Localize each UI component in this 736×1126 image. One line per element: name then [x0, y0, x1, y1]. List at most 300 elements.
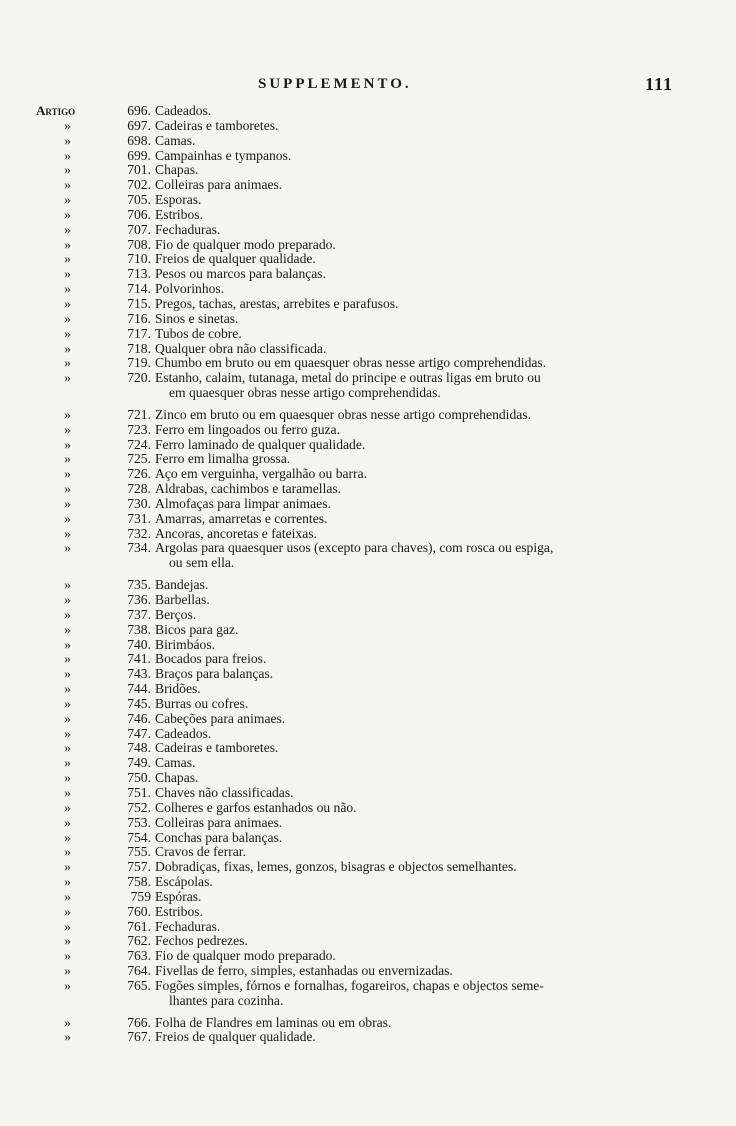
article-description	[151, 875, 716, 890]
article-description-line: Bicos para gaz.	[155, 621, 239, 637]
ditto-mark: »	[64, 436, 71, 452]
ditto-mark: »	[64, 577, 71, 593]
article-number: 748.	[127, 740, 151, 756]
article-entry	[36, 1016, 716, 1031]
ditto-mark: »	[64, 325, 71, 341]
article-description-line: Fogões simples, fórnos e fornalhas, fogareiros, chapas e objectos seme-	[155, 977, 544, 993]
article-description-line: Esporas.	[155, 192, 202, 208]
article-number: 725.	[127, 451, 151, 467]
ditto-mark: »	[64, 495, 71, 511]
article-number: 718.	[127, 340, 151, 356]
article-description-line: Tubos de cobre.	[155, 325, 242, 341]
article-number: 728.	[127, 481, 151, 497]
ditto-mark: »	[64, 695, 71, 711]
article-description-line: Burras ou cofres.	[155, 695, 249, 711]
ditto-mark: »	[64, 221, 71, 237]
article-number: 763.	[127, 948, 151, 964]
ditto-mark: »	[64, 725, 71, 741]
article-number: 721.	[127, 406, 151, 422]
article-description-line: Campainhas e tympanos.	[155, 147, 292, 163]
article-entry	[36, 193, 716, 208]
ditto-mark: »	[64, 948, 71, 964]
article-number: 736.	[127, 592, 151, 607]
article-description	[151, 786, 716, 801]
article-entry	[36, 890, 716, 905]
article-number: 698.	[127, 132, 151, 148]
article-entry	[36, 831, 716, 846]
article-description-line: Berços.	[155, 606, 197, 622]
article-description-line: Freios de qualquer qualidade.	[155, 1029, 316, 1045]
article-number: 753.	[127, 814, 151, 830]
article-description-line: Ferro laminado de qualquer qualidade.	[155, 436, 366, 452]
ditto-mark: »	[64, 918, 71, 934]
article-description	[151, 423, 716, 438]
article-number: 755.	[127, 844, 151, 860]
article-entry	[36, 816, 716, 831]
article-number: 749.	[127, 755, 151, 771]
ditto-mark: »	[64, 370, 71, 386]
article-entry	[36, 652, 716, 667]
article-description	[151, 438, 716, 453]
article-number: 743.	[127, 666, 151, 682]
article-entry	[36, 801, 716, 816]
article-entry	[36, 712, 716, 727]
article-entry	[36, 608, 716, 623]
article-entry	[36, 949, 716, 964]
ditto-mark: »	[64, 1014, 71, 1030]
article-description	[151, 238, 716, 253]
ditto-mark: »	[64, 295, 71, 311]
article-entry	[36, 134, 716, 149]
article-description-line: Almofaças para limpar animaes.	[155, 495, 331, 511]
article-entry	[36, 964, 716, 979]
article-entry	[36, 771, 716, 786]
article-entry	[36, 342, 716, 357]
article-number: 705.	[127, 192, 151, 208]
article-entry	[36, 934, 716, 949]
article-description-line: Braços para balanças.	[155, 666, 274, 682]
article-number: 735.	[127, 577, 151, 593]
article-description-line: Fechaduras.	[155, 918, 221, 934]
article-number: 702.	[127, 177, 151, 193]
article-description-line: Chaves não classificadas.	[155, 784, 294, 800]
article-entry	[36, 163, 716, 178]
article-description	[151, 252, 716, 267]
article-description-line: Camas.	[155, 755, 196, 771]
article-description	[151, 860, 716, 875]
article-number: 747.	[127, 725, 151, 741]
article-description	[151, 638, 716, 653]
article-description-line: Cabeções para animaes.	[155, 710, 286, 726]
article-number: 716.	[127, 310, 151, 326]
article-entry	[36, 467, 716, 482]
ditto-mark: »	[64, 192, 71, 208]
article-description-line: Colleiras para animaes.	[155, 814, 283, 830]
article-description-line: Cadeiras e tamboretes.	[155, 117, 279, 133]
article-description-line: Estribos.	[155, 206, 203, 222]
article-number: 757.	[127, 859, 151, 875]
article-description	[151, 178, 716, 193]
article-entry	[36, 312, 716, 327]
article-number: 732.	[127, 525, 151, 541]
article-description-line: Zinco em bruto ou em quaesquer obras nesse artigo comprehendidas.	[155, 406, 531, 422]
page-header	[0, 76, 736, 98]
article-description-line: Bandejas.	[155, 577, 209, 593]
ditto-mark: »	[64, 1029, 71, 1045]
article-description-line: Chapas.	[155, 770, 199, 786]
article-description-line: Ferro em lingoados ou ferro guza.	[155, 421, 340, 437]
article-description	[151, 712, 716, 727]
article-number: 707.	[127, 221, 151, 237]
article-description	[151, 623, 716, 638]
article-entry	[36, 223, 716, 238]
article-description-line: Colheres e garfos estanhados ou não.	[155, 799, 357, 815]
ditto-mark: »	[64, 963, 71, 979]
article-entry	[36, 512, 716, 527]
ditto-mark: »	[64, 510, 71, 526]
article-description	[151, 845, 716, 860]
ditto-mark: »	[64, 933, 71, 949]
article-number: 741.	[127, 651, 151, 667]
article-description-line: Argolas para quaesquer usos (excepto para chaves), com rosca ou espiga,	[155, 540, 554, 556]
ditto-mark: »	[64, 206, 71, 222]
article-description	[151, 119, 716, 134]
article-entry	[36, 408, 716, 423]
article-description	[151, 452, 716, 467]
article-description	[151, 682, 716, 697]
ditto-mark: »	[64, 770, 71, 786]
article-description-line: Fivellas de ferro, simples, estanhadas ou envernizadas.	[155, 963, 453, 979]
ditto-mark: »	[64, 829, 71, 845]
article-description-line: Freios de qualquer qualidade.	[155, 251, 316, 267]
article-description-continuation: em quaesquer obras nesse artigo comprehendidas.	[169, 385, 441, 401]
ditto-mark: »	[64, 251, 71, 267]
ditto-mark: »	[64, 540, 71, 556]
article-description	[151, 593, 716, 608]
article-number: 697.	[127, 117, 151, 133]
ditto-mark: »	[64, 592, 71, 607]
article-entry	[36, 527, 716, 542]
article-number: 720.	[127, 370, 151, 386]
article-description	[151, 979, 716, 1009]
article-number: 710.	[127, 251, 151, 267]
article-entry	[36, 267, 716, 282]
article-description	[151, 104, 716, 119]
article-description-line: Cadeados.	[155, 103, 212, 118]
ditto-mark: »	[64, 466, 71, 482]
article-description-line: Bridões.	[155, 681, 201, 697]
article-entry	[36, 593, 716, 608]
article-description-line: Cravos de ferrar.	[155, 844, 246, 860]
article-number: 759	[130, 888, 151, 904]
article-entry	[36, 104, 716, 119]
article-number: 738.	[127, 621, 151, 637]
article-entry	[36, 756, 716, 771]
ditto-mark: »	[64, 755, 71, 771]
ditto-mark: »	[64, 799, 71, 815]
article-description-line: Estanho, calaim, tutanaga, metal do principe e outras ligas em bruto ou	[155, 370, 541, 386]
article-description	[151, 816, 716, 831]
article-entry	[36, 697, 716, 712]
article-description-line: Pesos ou marcos para balanças.	[155, 266, 326, 282]
article-list	[36, 104, 716, 1045]
article-description	[151, 608, 716, 623]
article-description	[151, 527, 716, 542]
article-number: 724.	[127, 436, 151, 452]
ditto-mark: »	[64, 525, 71, 541]
article-description	[151, 327, 716, 342]
article-description-line: Conchas para balanças.	[155, 829, 283, 845]
article-number: 719.	[127, 355, 151, 371]
article-description-line: Polvorinhos.	[155, 281, 225, 297]
article-entry	[36, 979, 716, 1009]
article-description-line: Aldrabas, cachimbos e taramellas.	[155, 481, 342, 497]
article-number: 754.	[127, 829, 151, 845]
article-description-line: Birimbáos.	[155, 636, 216, 652]
article-description-line: Dobradiças, fixas, lemes, gonzos, bisagras e objectos semelhantes.	[155, 859, 517, 875]
article-entry	[36, 356, 716, 371]
ditto-mark: »	[64, 421, 71, 437]
ditto-mark: »	[64, 784, 71, 800]
article-description-line: Qualquer obra não classificada.	[155, 340, 327, 356]
article-number: 715.	[127, 295, 151, 311]
ditto-mark: »	[64, 266, 71, 282]
article-description-continuation: ou sem ella.	[169, 555, 235, 571]
ditto-mark: »	[64, 132, 71, 148]
article-description	[151, 408, 716, 423]
article-entry	[36, 920, 716, 935]
article-number: 740.	[127, 636, 151, 652]
article-description	[151, 149, 716, 164]
article-description	[151, 890, 716, 905]
article-description	[151, 934, 716, 949]
ditto-mark: »	[64, 874, 71, 890]
ditto-mark: »	[64, 236, 71, 252]
article-number: 706.	[127, 206, 151, 222]
article-number: 767.	[127, 1029, 151, 1045]
article-number: 717.	[127, 325, 151, 341]
ditto-mark: »	[64, 355, 71, 371]
artigo-label: Artigo	[36, 103, 76, 118]
article-number: 713.	[127, 266, 151, 282]
article-description-line: Cadeados.	[155, 725, 212, 741]
article-description-line: Cadeiras e tamboretes.	[155, 740, 279, 756]
article-entry	[36, 371, 716, 401]
page-title: SUPPLEMENTO.	[258, 76, 412, 92]
article-number: 758.	[127, 874, 151, 890]
article-number: 762.	[127, 933, 151, 949]
article-number: 699.	[127, 147, 151, 163]
article-entry	[36, 282, 716, 297]
ditto-mark: »	[64, 681, 71, 697]
article-entry	[36, 438, 716, 453]
ditto-mark: »	[64, 481, 71, 497]
article-description	[151, 163, 716, 178]
article-description-line: Colleiras para animaes.	[155, 177, 283, 193]
article-description	[151, 667, 716, 682]
article-entry	[36, 497, 716, 512]
ditto-mark: »	[64, 451, 71, 467]
article-description	[151, 541, 716, 571]
article-number: 760.	[127, 903, 151, 919]
article-description-line: Fechos pedrezes.	[155, 933, 248, 949]
article-number: 744.	[127, 681, 151, 697]
ditto-mark: »	[64, 740, 71, 756]
article-description	[151, 697, 716, 712]
article-number: 764.	[127, 963, 151, 979]
article-description	[151, 282, 716, 297]
ditto-mark: »	[64, 606, 71, 622]
article-entry	[36, 297, 716, 312]
article-entry	[36, 452, 716, 467]
article-number: 714.	[127, 281, 151, 297]
article-description-line: Estribos.	[155, 903, 203, 919]
article-description-line: Amarras, amarretas e correntes.	[155, 510, 328, 526]
article-description	[151, 497, 716, 512]
article-number: 745.	[127, 695, 151, 711]
article-description	[151, 801, 716, 816]
article-description	[151, 371, 716, 401]
ditto-mark: »	[64, 903, 71, 919]
article-number: 723.	[127, 421, 151, 437]
article-description-line: Ferro em limalha grossa.	[155, 451, 291, 467]
article-description-line: Aço em verguinha, vergalhão ou barra.	[155, 466, 368, 482]
article-entry	[36, 238, 716, 253]
article-description-line: Pregos, tachas, arestas, arrebites e parafusos.	[155, 295, 399, 311]
article-number: 731.	[127, 510, 151, 526]
article-number: 730.	[127, 495, 151, 511]
article-entry	[36, 119, 716, 134]
article-description	[151, 1016, 716, 1031]
article-description-line: Camas.	[155, 132, 196, 148]
article-number: 734.	[127, 540, 151, 556]
article-description-line: Espóras.	[155, 888, 202, 904]
article-description	[151, 467, 716, 482]
article-number: 765.	[127, 977, 151, 993]
article-description	[151, 652, 716, 667]
article-description-line: Folha de Flandres em laminas ou em obras.	[155, 1014, 392, 1030]
article-number: 750.	[127, 770, 151, 786]
article-description	[151, 741, 716, 756]
page-number: 111	[645, 74, 674, 94]
article-description-line: Chumbo em bruto ou em quaesquer obras nesse artigo comprehendidas.	[155, 355, 547, 371]
article-number: 696.	[127, 103, 151, 118]
ditto-mark: »	[64, 621, 71, 637]
ditto-mark: »	[64, 117, 71, 133]
article-entry	[36, 149, 716, 164]
article-number: 751.	[127, 784, 151, 800]
article-entry	[36, 623, 716, 638]
article-description-line: Barbellas.	[155, 592, 210, 607]
article-entry	[36, 327, 716, 342]
article-description	[151, 223, 716, 238]
article-description-line: Fechaduras.	[155, 221, 221, 237]
article-description	[151, 831, 716, 846]
article-description	[151, 512, 716, 527]
article-number: 726.	[127, 466, 151, 482]
ditto-mark: »	[64, 310, 71, 326]
article-description	[151, 342, 716, 357]
article-entry	[36, 667, 716, 682]
article-description-continuation: lhantes para cozinha.	[169, 992, 284, 1008]
ditto-mark: »	[64, 340, 71, 356]
article-description	[151, 771, 716, 786]
ditto-mark: »	[64, 844, 71, 860]
article-entry	[36, 860, 716, 875]
article-description-line: Chapas.	[155, 162, 199, 178]
article-description	[151, 756, 716, 771]
article-description-line: Bocados para freios.	[155, 651, 267, 667]
article-entry	[36, 541, 716, 571]
ditto-mark: »	[64, 147, 71, 163]
ditto-mark: »	[64, 651, 71, 667]
article-entry	[36, 578, 716, 593]
article-entry	[36, 1030, 716, 1045]
article-description	[151, 356, 716, 371]
article-entry	[36, 178, 716, 193]
article-entry	[36, 845, 716, 860]
article-description	[151, 134, 716, 149]
article-description	[151, 920, 716, 935]
article-number: 761.	[127, 918, 151, 934]
article-entry	[36, 741, 716, 756]
article-entry	[36, 727, 716, 742]
article-description	[151, 482, 716, 497]
article-entry	[36, 905, 716, 920]
article-number: 746.	[127, 710, 151, 726]
article-description	[151, 949, 716, 964]
article-number: 737.	[127, 606, 151, 622]
article-description	[151, 193, 716, 208]
article-description-line: Sinos e sinetas.	[155, 310, 239, 326]
article-description-line: Fio de qualquer modo preparado.	[155, 948, 336, 964]
ditto-mark: »	[64, 814, 71, 830]
ditto-mark: »	[64, 636, 71, 652]
article-entry	[36, 482, 716, 497]
ditto-mark: »	[64, 977, 71, 993]
ditto-mark: »	[64, 177, 71, 193]
article-description	[151, 1030, 716, 1045]
ditto-mark: »	[64, 406, 71, 422]
article-number: 752.	[127, 799, 151, 815]
article-description	[151, 297, 716, 312]
article-entry	[36, 682, 716, 697]
article-entry	[36, 423, 716, 438]
article-description	[151, 964, 716, 979]
article-description	[151, 578, 716, 593]
ditto-mark: »	[64, 888, 71, 904]
article-entry	[36, 638, 716, 653]
article-description	[151, 208, 716, 223]
ditto-mark: »	[64, 710, 71, 726]
article-description-line: Ancoras, ancoretas e fateixas.	[155, 525, 317, 541]
ditto-mark: »	[64, 666, 71, 682]
ditto-mark: »	[64, 281, 71, 297]
article-number: 766.	[127, 1014, 151, 1030]
article-number: 701.	[127, 162, 151, 178]
article-description-line: Fio de qualquer modo preparado.	[155, 236, 336, 252]
article-description	[151, 905, 716, 920]
article-entry	[36, 875, 716, 890]
article-description	[151, 727, 716, 742]
article-entry	[36, 208, 716, 223]
article-entry	[36, 252, 716, 267]
ditto-mark: »	[64, 162, 71, 178]
article-entry	[36, 786, 716, 801]
article-description-line: Escápolas.	[155, 874, 213, 890]
ditto-mark: »	[64, 859, 71, 875]
article-number: 708.	[127, 236, 151, 252]
